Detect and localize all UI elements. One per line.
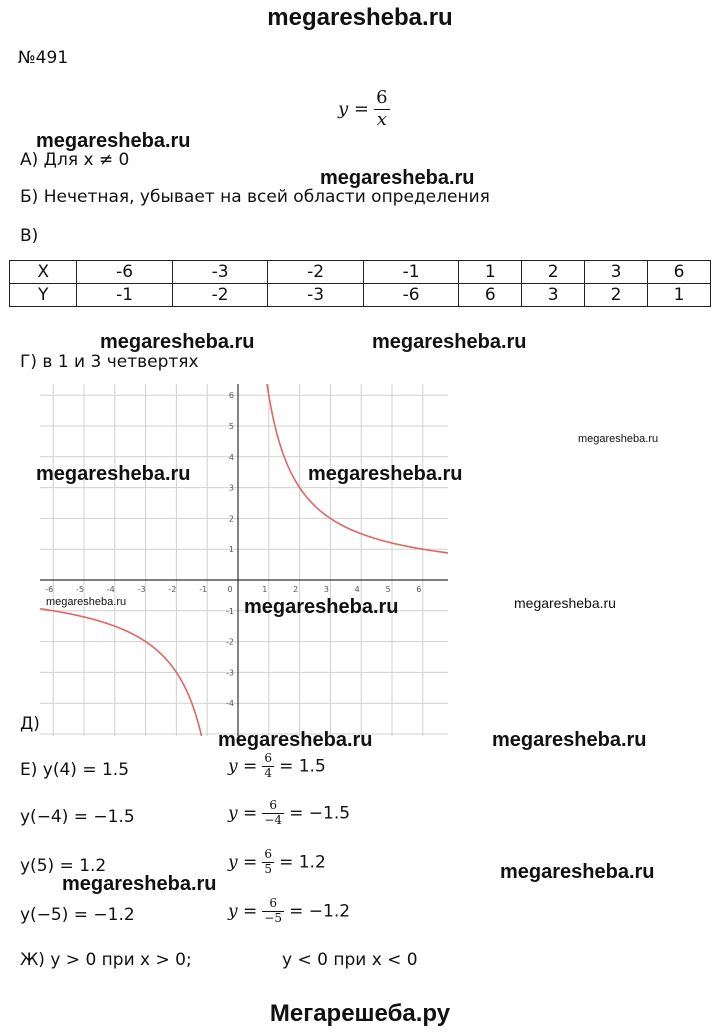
- eval-denominator: 5: [264, 861, 272, 876]
- table-cell: -1: [77, 284, 173, 307]
- eval-left: y(−5) = −1.2: [20, 905, 135, 925]
- eval-numerator: 6: [262, 799, 284, 814]
- table-cell: -2: [268, 261, 364, 284]
- eval-denominator: 4: [264, 765, 272, 780]
- watermark: megaresheba.ru: [36, 463, 191, 485]
- eval-y: y =: [228, 756, 258, 777]
- problem-number: №491: [18, 48, 69, 68]
- watermark: megaresheba.ru: [372, 331, 527, 353]
- y-tick-label: 2: [228, 514, 234, 524]
- eval-y: y =: [228, 852, 258, 873]
- x-tick-label: -2: [168, 585, 177, 594]
- item-b: Б) Нечетная, убывает на всей области определения: [20, 187, 490, 207]
- table-cell: 3: [522, 284, 585, 307]
- x-tick-label: 1: [262, 585, 268, 594]
- table-cell: -3: [268, 284, 364, 307]
- evaluation-row: [20, 807, 135, 827]
- item-v: В): [20, 226, 39, 246]
- y-tick-label: 5: [228, 422, 234, 431]
- evaluation-formula: [228, 897, 350, 926]
- table-cell: 1: [648, 284, 711, 307]
- eval-left: y(5) = 1.2: [20, 856, 107, 876]
- table-cell: Y: [10, 284, 77, 307]
- evaluation-row: [20, 760, 129, 780]
- x-tick-label: -1: [199, 585, 208, 594]
- watermark: megaresheba.ru: [244, 596, 399, 618]
- table-cell: 1: [459, 261, 522, 284]
- x-tick-label: 4: [354, 585, 360, 594]
- evaluation-formula: [228, 752, 326, 781]
- x-tick-label: -3: [137, 585, 146, 594]
- watermark: megaresheba.ru: [218, 729, 373, 751]
- eval-result: = 1.5: [279, 756, 326, 777]
- table-cell: 2: [585, 284, 648, 307]
- table-cell: 2: [522, 261, 585, 284]
- y-tick-label: -3: [226, 668, 234, 678]
- y-tick-label: 6: [228, 391, 234, 401]
- item-a: А) Для x ≠ 0: [20, 150, 130, 170]
- y-tick-label: -1: [226, 606, 234, 616]
- table-cell: 6: [459, 284, 522, 307]
- eval-y: y =: [228, 803, 258, 824]
- formula-lhs: y =: [338, 98, 369, 120]
- eval-numerator: 6: [262, 897, 284, 912]
- x-tick-label: -5: [76, 585, 84, 594]
- eval-result: = −1.2: [289, 901, 351, 922]
- eval-denominator: −4: [264, 812, 283, 827]
- item-g: Г) в 1 и 3 четвертях: [20, 352, 199, 372]
- watermark: megaresheba.ru: [100, 331, 255, 353]
- eval-numerator: 6: [264, 847, 272, 861]
- watermark: megaresheba.ru: [36, 130, 191, 152]
- x-tick-label: 5: [385, 585, 391, 594]
- x-tick-label: 2: [293, 585, 299, 594]
- evaluation-formula: [228, 848, 326, 877]
- eval-left: y(−4) = −1.5: [20, 807, 135, 827]
- item-d: Д): [20, 714, 40, 734]
- x-tick-label: 0: [227, 585, 233, 594]
- table-row: [10, 261, 711, 284]
- table-cell: X: [10, 261, 77, 284]
- site-title: megaresheba.ru: [267, 4, 453, 31]
- eval-left: y(4) = 1.5: [42, 760, 130, 780]
- x-tick-label: 3: [323, 585, 329, 594]
- eval-denominator: −5: [264, 910, 283, 925]
- formula-fraction: [374, 88, 389, 130]
- watermark: megaresheba.ru: [46, 596, 127, 608]
- footer-title: Мегарешеба.ру: [269, 1000, 451, 1027]
- eval-result: = 1.2: [279, 852, 326, 873]
- table-cell: -2: [172, 284, 268, 307]
- eval-numerator: 6: [264, 751, 272, 765]
- x-tick-label: -4: [106, 585, 115, 594]
- conclusion-negative: y < 0 при x < 0: [282, 950, 418, 970]
- function-graph: [40, 384, 448, 736]
- eval-prefix: Е): [20, 760, 43, 780]
- x-tick-label: 6: [416, 585, 422, 594]
- main-formula: [338, 88, 390, 130]
- evaluation-formula: [228, 799, 350, 828]
- eval-result: = −1.5: [289, 803, 351, 824]
- table-cell: 3: [585, 261, 648, 284]
- formula-denominator: x: [376, 108, 387, 130]
- eval-y: y =: [228, 901, 258, 922]
- watermark: megaresheba.ru: [320, 167, 475, 189]
- table-cell: 6: [648, 261, 711, 284]
- watermark: megaresheba.ru: [578, 433, 659, 445]
- watermark: megaresheba.ru: [308, 463, 463, 485]
- watermark: megaresheba.ru: [514, 595, 616, 611]
- y-tick-label: 4: [228, 452, 234, 462]
- evaluation-row: [20, 905, 135, 925]
- table-cell: -1: [363, 261, 459, 284]
- table-cell: -3: [172, 261, 268, 284]
- table-cell: -6: [363, 284, 459, 307]
- y-tick-label: -2: [226, 637, 234, 647]
- y-tick-label: -4: [226, 699, 234, 709]
- table-cell: -6: [77, 261, 173, 284]
- table-row: [10, 284, 711, 307]
- watermark: megaresheba.ru: [500, 861, 655, 883]
- y-tick-label: 3: [228, 483, 234, 493]
- x-tick-label: -6: [45, 585, 54, 594]
- formula-numerator: 6: [376, 87, 388, 108]
- watermark: megaresheba.ru: [492, 729, 647, 751]
- watermark: megaresheba.ru: [62, 873, 217, 895]
- y-tick-label: 1: [228, 545, 234, 555]
- values-table: [9, 260, 711, 307]
- conclusion-positive: Ж) y > 0 при x > 0;: [20, 950, 192, 970]
